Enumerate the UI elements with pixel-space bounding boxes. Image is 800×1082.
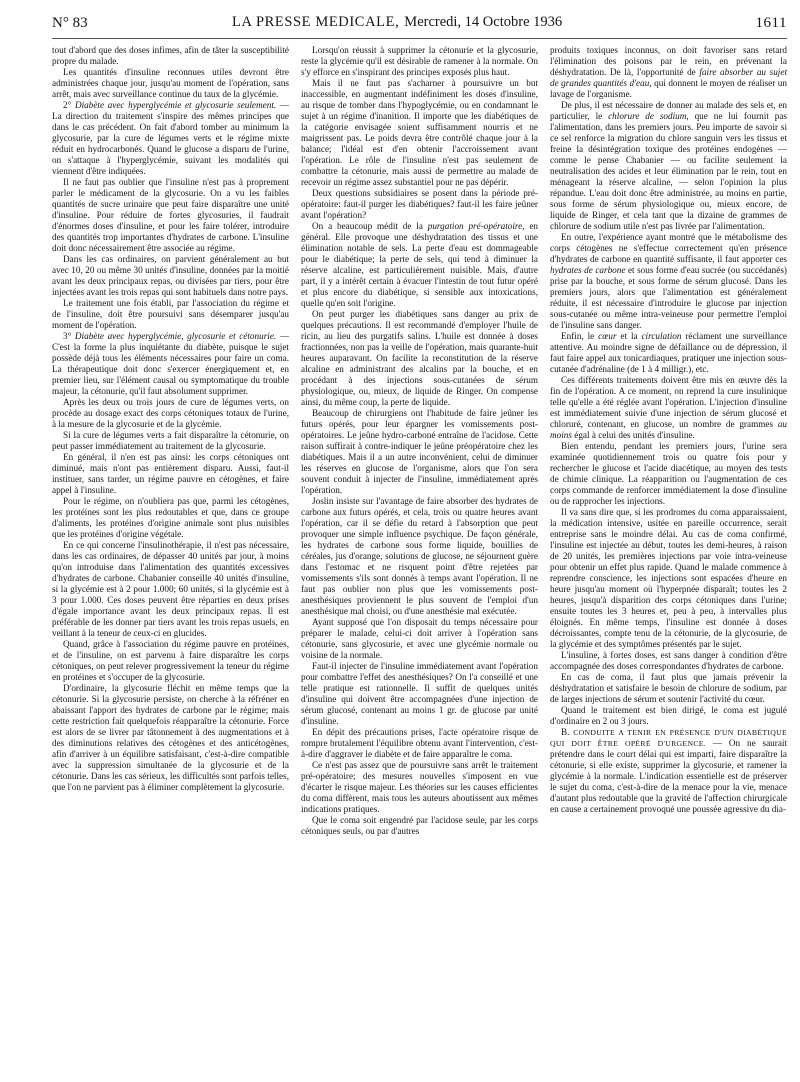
section-heading: Diabète avec hyperglycémie et glycosurie seulement. <box>74 100 277 110</box>
paragraph: Les quantités d'insuline reconnues utiles devront être administrées chaque jour, jusqu'au moment de l'opération, sans arrêt, mais avec surveillance continue du taux de la glycémie. <box>52 67 289 99</box>
paragraph <box>550 45 787 100</box>
paragraph: L'insuline, à fortes doses, est sans danger à condition d'être accompagnée des doses correspondantes d'hydrates de carbone. <box>550 650 787 671</box>
paragraph: Le traitement une fois établi, par l'association du régime et de l'insuline, doit être poursuivi sans désemparer jusqu'au moment de l'opération. <box>52 298 289 330</box>
paragraph: En ce qui concerne l'insulinothérapie, il n'est pas nécessaire, dans les cas ordinaires, de dépasser 40 unités par jour, à moins qu'on introduise dans l'alimentation des quantités excessives d'hydrates de carbone. Chabanier conseille 40 unités d'insuline, si la glycémie est à 2 pour 1.000; 60 unités, si la glycémie est à 3 pour 1.000. Ces doses peuvent être réparties en deux prises d'égale importance avant les deux principaux repas. Il est préférable de les donner par tiers avant les trois repas usuels, en veillant à la teneur de ceux-ci en glucides. <box>52 540 289 638</box>
text-segment: produits toxiques inconnus, on doit favoriser sans retard l'élimination des poisons par le rein, en prévenant la déshydratation. De là, l'opportunité de <box>550 45 787 77</box>
journal-name: LA PRESSE MEDICALE, <box>232 14 400 30</box>
text-segment: — On ne saurait prétendre dans le court délai qui est imparti, faire disparaître la cétonurie, si elle existe, supprimer la glycosurie, et ramener la glycémie à la normale. L'indication essentielle est de préserver le sujet du coma, c'est-à-dire de la menace pour la vie, menace d'autant plus redoutable que la gravité de l'affection chirurgicale en cause a certainement provoqué une poussée agressive du dia- <box>550 738 787 814</box>
paragraph: Il va sans dire que, si les prodromes du coma apparaissaient, la médication intensive, usitée en pareille occurrence, serait entreprise sans le moindre délai. Au cas de coma confirmé, l'insuline est injectée au début, toutes les demi-heures, à raison de 20 unités, les premières injections par voie intra-veineuse pour obtenir un effet plus rapide. Quand le malade commence à reprendre conscience, les injections sont espacées d'heure en heure jusqu'au moment où l'hyperpnée disparaît; toutes les 2 heures, jusqu'à disparition des corps cétoniques dans l'urine; ensuite toutes les 3 heures et, peu à peu, à intervalles plus éloignés. En même temps, l'insuline est donnée à doses décroissantes, compte tenu de la cétonurie, de la glycosurie, de la glycémie et des symptômes présentés par le sujet. <box>550 507 787 649</box>
section-heading: CONDUITE A TENIR EN PRÉSENCE D'UN DIABÉTIQUE QUI DOIT ÊTRE OPÉRÉ D'URGENCE. <box>550 728 787 748</box>
paragraph: En général, il n'en est pas ainsi: les corps cétoniques ont diminué, mais n'ont pas entièrement disparu. Aussi, faut-il instituer, sans tarder, un régime pauvre en cétogènes, et faire appel à l'insuline. <box>52 452 289 495</box>
text-segment: — C'est la forme la plus inquiétante du diabète, puisque le sujet possède déjà tous les éléments nécessaires pour faire un coma. La thérapeutique doit donc s'exercer énergiquement et, en premier lieu, sur l'élément causal ou symptomatique du trouble majeur, la cétonurie, qu'il faut absolument supprimer. <box>52 331 290 396</box>
column-2 <box>301 45 538 837</box>
paragraph: Ayant supposé que l'on disposait du temps nécessaire pour préparer le malade, celui-ci doit arriver à l'opération sans cétonurie, sans glycosurie, et avec une glycémie normale ou voisine de la normale. <box>301 617 538 660</box>
emphasis-text: purgation pré-opératoire <box>427 221 523 231</box>
paragraph: Quand le traitement est bien dirigé, le coma est jugulé d'ordinaire en 2 ou 3 jours. <box>550 705 787 726</box>
section-number: B. <box>561 727 574 737</box>
column-1 <box>52 45 289 837</box>
paragraph <box>301 221 538 309</box>
paragraph: Deux questions subsidiaires se posent dans la période pré-opératoire: faut-il purger les diabétiques? faut-il les faire jeûner avant l'opération? <box>301 188 538 220</box>
text-segment: — La direction du traitement s'inspire des mêmes principes que dans le cas précédent. On fait d'abord tomber au minimum la glycosurie, par la cure de légumes verts et le régime mixte réduit en hydrocarbonés. Quand le glucose a disparu de l'urine, on s'attaque à l'hyperglycémie, suivant les modalités qui viennent d'être indiquées. <box>52 100 289 176</box>
text-segment: et la <box>616 331 642 341</box>
section-number: 2° <box>63 100 75 110</box>
page-header <box>52 10 787 36</box>
paragraph: Dans les cas ordinaires, on parvient généralement au but avec 10, 20 ou même 30 unités d'insuline, données par la moitié avant les deux principaux repas, ou divisées par tiers, pour être injectées avant les trois repas qui sont habituels dans notre pays. <box>52 254 289 297</box>
issue-date: Mercredi, 14 Octobre 1936 <box>404 14 563 30</box>
issue-number: N° 83 <box>52 15 88 31</box>
paragraph: Mais il ne faut pas s'acharner à poursuivre un but inaccessible, en augmentant indéfiniment les doses d'insuline, au risque de tomber dans l'hypoglycémie, ou en condamnant le sujet à un régime d'inanition. Il importe que les diabétiques de la catégorie envisagée soient suffisamment nourris et ne maigrissent pas. Le poids devra être contrôlé chaque jour à la balance; l'idéal est d'en obtenir l'accroissement avant l'opération. Le rôle de l'insuline n'est pas seulement de combattre la cétonurie, mais aussi de permettre au malade de recevoir un régime assez substantiel pour ne pas dépérir. <box>301 78 538 187</box>
text-segment: Ces différents traitements doivent être mis en œuvre dès la fin de l'opération. A ce moment, on reprend la cure insulinique telle qu'elle a été réglée avant l'opération. L'injection d'insuline est immédiatement suivie d'une injection de sérum glucosé et chloruré, contenant, en glucose, un nombre de grammes <box>550 375 787 429</box>
paragraph <box>550 331 787 375</box>
emphasis-text: au moins <box>550 419 787 440</box>
running-title <box>232 14 562 31</box>
emphasis-text: cœur <box>598 331 617 341</box>
emphasis-text: faire absorber au sujet de grandes quantités d'eau <box>550 67 787 88</box>
paragraph: Faut-il injecter de l'insuline immédiatement avant l'opération pour combattre l'effet des anesthésiques? On l'a conseillé et une telle pratique est rationnelle. Il suffit de quelques unités d'insuline qui doivent être accompagnées d'une injection de sérum glucosé, contenant au moins 1 gr. de glucose par unité d'insuline. <box>301 661 538 726</box>
emphasis-text: circulation <box>641 331 682 341</box>
paragraph: Ce n'est pas assez que de poursuivre sans arrêt le traitement pré-opératoire; des mesures nouvelles s'imposent en vue d'écarter le risque majeur. Les théories sur les causes efficientes du coma diffèrent, mais tous les auteurs aboutissent aux mêmes indications pratiques. <box>301 760 538 814</box>
text-segment: réclament une surveillance attentive. Au moindre signe de défaillance ou de dépression, il faut faire appel aux tonicardiaques, pratiquer une injection sous-cutanée d'adrénaline (de 1 à 4 milligr.), etc. <box>550 331 787 374</box>
article-body <box>52 45 787 837</box>
paragraph: Joslin insiste sur l'avantage de faire absorber des hydrates de carbone aux futurs opérés, et cela, trois ou quatre heures avant l'opération, car il se défie du retard à l'absorption que peut provoquer une simple influence psychique. De façon générale, les hydrates de carbone sous forme liquide, bouillies de céréales, jus d'orange, solutions de glucose, ne séjournent guère dans l'estomac et ne risquent point d'être rejetées par vomissements s'ils sont donnés à temps avant l'opération. Il ne faut pas oublier non plus que les vomissements post-anesthésiques proviennent le plus souvent de l'emploi d'un anesthésique mal choisi, ou d'une anesthésie mal exécutée. <box>301 496 538 616</box>
paragraph <box>550 232 787 331</box>
text-segment: De plus, il est nécessaire de donner au malade des sels et, en particulier, le <box>550 100 787 121</box>
paragraph: En dépit des précautions prises, l'acte opératoire risque de rompre brutalement l'équilibre obtenu avant l'intervention, c'est-à-dire d'aggraver le diabète et de faire apparaître le coma. <box>301 727 538 759</box>
paragraph <box>550 100 787 232</box>
emphasis-text: chlorure de sodium <box>608 111 687 121</box>
text-segment: En outre, l'expérience ayant montré que le métabolisme des corps cétogènes ne s'effectue correctement qu'en présence d'hydrates de carbone en quantité suffisante, il faut apporter ces <box>550 232 787 264</box>
paragraph: Si la cure de légumes verts a fait disparaître la cétonurie, on peut passer immédiatement au traitement de la glycosurie. <box>52 430 289 451</box>
page-number: 1611 <box>755 15 787 31</box>
text-segment: , en général. Elle provoque une déshydratation des tissus et une élimination notable de sels. La perte d'eau est dommageable pour le diabétique; la perte de sels, qui tend à diminuer la réserve alcaline, est particulièrement nuisible. Mais, d'autre part, il y a intérêt certain à évacuer l'intestin de tout futur opéré et plus encore du diabétique, si sensible aux intoxications, quelle qu'en soit l'origine. <box>301 221 539 308</box>
paragraph: Bien entendu, pendant les premiers jours, l'urine sera examinée quotidiennement trois ou quatre fois pour y rechercher le glucose et l'acide diacétique, au moyen des tests de chimie clinique. La réapparition ou l'augmentation de ces corps commande de renforcer immédiatement la dose d'insuline ou de rapprocher les injections. <box>550 441 787 506</box>
paragraph: Lorsqu'on réussit à supprimer la cétonurie et la glycosurie, reste la glycémie qu'il est désirable de ramener à la normale. On s'y efforce en s'inspirant des principes exposés plus haut. <box>301 45 538 77</box>
paragraph: tout d'abord que des doses infimes, afin de tâter la susceptibilité propre du malade. <box>52 45 289 66</box>
paragraph: En cas de coma, il faut plus que jamais prévenir la déshydratation et satisfaire le besoin de chlorure de sodium, par de larges injections de sérum et soutenir l'activité du cœur. <box>550 672 787 704</box>
header-rule <box>52 38 787 39</box>
section-number: 3° <box>63 331 75 341</box>
paragraph <box>550 727 787 815</box>
paragraph: Beaucoup de chirurgiens ont l'habitude de faire jeûner les futurs opérés, pour leur épargner les vomissements post-opératoires. Le jeûne hydro-carboné entraîne de l'acidose. Cette raison suffirait à contre-indiquer le jeûne préopératoire chez les diabétiques. Mais il a un autre inconvénient, celui de diminuer les réserves en glucose de l'organisme, alors que l'on sera souvent conduit à injecter de l'insuline, immédiatement après l'opération. <box>301 408 538 495</box>
column-3 <box>550 45 787 837</box>
paragraph: On peut purger les diabétiques sans danger au prix de quelques précautions. Il est recommandé d'employer l'huile de ricin, au lieu des purgatifs salins. L'huile est donnée à doses fractionnées, non pas la veille de l'opération, mais quarante-huit heures auparavant. On facilite la reconstitution de la réserve alcaline en administrant des alcalins par la bouche, et en procédant à des injections sous-cutanées de sérum physiologique, ou, mieux, de liquide de Ringer. On compense ainsi, du même coup, la perte de liquide. <box>301 309 538 407</box>
paragraph: Il ne faut pas oublier que l'insuline n'est pas à proprement parler le médicament de la glycosurie. On a vu les faibles quantités de sucre urinaire que peut faire disparaître une unité d'insuline. Pour réduire de fortes glycosuries, il faudrait d'énormes doses d'insuline, et pour les faire tolérer, introduire des quantités trop importantes d'hydrates de carbone. L'insuline doit donc nécessairement être associée au régime. <box>52 177 289 253</box>
text-segment: , qui donnent le moyen de réaliser un lavage de l'organisme. <box>550 78 787 99</box>
section-heading: Diabète avec hyperglycémie, glycosurie et cétonurie. <box>74 331 277 341</box>
emphasis-text: hydrates de carbone <box>550 265 626 275</box>
text-segment: égal à celui des unités d'insuline. <box>571 430 695 440</box>
paragraph: Que le coma soit engendré par l'acidose seule, par les corps cétoniques seuls, ou par d'autres <box>301 815 538 836</box>
paragraph <box>550 375 787 441</box>
paragraph <box>52 331 289 397</box>
paragraph: Quand, grâce à l'association du régime pauvre en protéines, et de l'insuline, on est parvenu à faire disparaître les corps cétoniques, on peut relever progressivement la teneur du régime en protéines et s'occuper de la glycosurie. <box>52 639 289 682</box>
text-segment: Enfin, le <box>561 331 599 341</box>
paragraph: D'ordinaire, la glycosurie fléchit en même temps que la cétonurie. Si la glycosurie persiste, on cherche à la réfréner en abaissant l'apport des hydrates de carbone par le régime; mais cette restriction fait quelquefois réapparaître la cétonurie. Force est alors de se livrer par tâtonnement à des augmentations et à des diminutions relatives des cétogènes et des anticétogènes, afin d'arriver à un équilibre satisfaisant, c'est-à-dire compatible avec la suppression simultanée de la glycosurie et de la cétonurie. Dans les cas sérieux, les difficultés sont parfois telles, que l'on ne parvient pas à éliminer complètement la glycosurie. <box>52 683 289 792</box>
text-segment: , que ne lui fournit pas l'alimentation, dans les premiers jours. Peu importe de savoir si ce sel renforce la migration du chlore sanguin vers les tissus et freine la désintégration toxique des protéines endogènes — comme le pense Chabanier — ou facilite seulement la neutralisation des acides et leur élimination par le rein, tout en ménageant la réserve alcaline, — selon l'opinion la plus répandue. L'eau doit donc être administrée, au moins en partie, sous forme de sérum physiologique ou, mieux encore, de liquide de Ringer, et cela tant que la dizaine de grammes de chlorure de sodium utile n'est pas livrée par l'alimentation. <box>550 111 788 231</box>
paragraph <box>52 100 289 177</box>
text-segment: et sous forme d'eau sucrée (ou succédanés) prise par la bouche, et sous forme de sérum glucosé. Dans les premiers jours, alors que l'alimentation est généralement réduite, il est nécessaire d'introduire le glucose par injection sous-cutanée ou même intra-veineuse pour permettre l'emploi de l'insuline sans danger. <box>550 265 787 330</box>
text-segment: On a beaucoup médit de la <box>312 221 428 231</box>
paragraph: Après les deux ou trois jours de cure de légumes verts, on procède au dosage exact des corps cétoniques totaux de l'urine, à la mesure de la glycosurie et de la glycémie. <box>52 397 289 429</box>
paragraph: Pour le régime, on n'oubliera pas que, parmi les cétogènes, les protéines sont les plus redoutables et que, dans ce groupe d'aliments, les protéines d'origine animale sont plus nuisibles que les protéines d'origine végétale. <box>52 496 289 539</box>
